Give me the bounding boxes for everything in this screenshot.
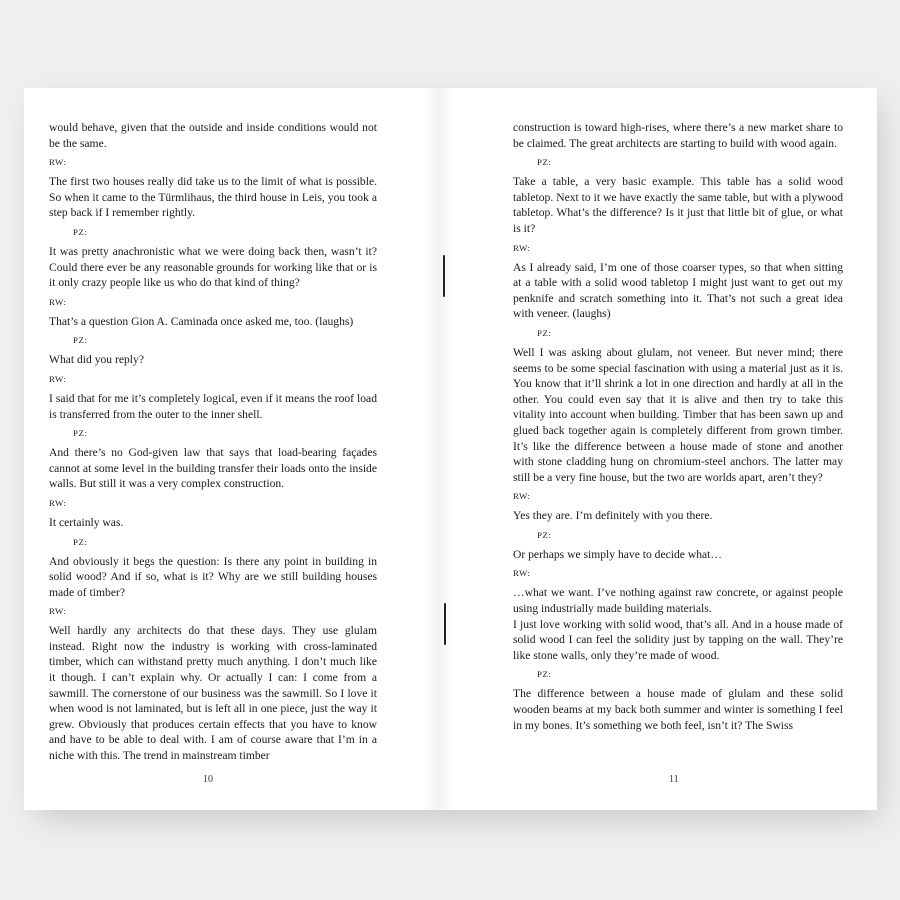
speaker-label: PZ: bbox=[73, 428, 88, 439]
right-page-text bbox=[513, 120, 843, 739]
paragraph: I said that for me it’s completely logical, even if it means the roof load is transferred from the outer to the inner shell. bbox=[49, 391, 377, 421]
paragraph: would behave, given that the outside and inside conditions would not be the same. bbox=[49, 121, 377, 150]
paragraph: The first two houses really did take us to the limit of what is possible. So when it came to the Türmlihaus, the third house in Leis, you took a step back if I remember rightly. bbox=[49, 175, 377, 220]
paragraph: And there’s no God-given law that says that load-bearing façades cannot at some level in the building transfer their loads onto the inside walls. But still it was a very complex construction. bbox=[49, 446, 377, 491]
speaker-label: PZ: bbox=[537, 669, 552, 680]
speaker-label: PZ: bbox=[537, 529, 552, 540]
speaker-label: PZ: bbox=[73, 536, 88, 547]
binding-stitch-bottom bbox=[444, 603, 446, 645]
left-page-number: 10 bbox=[203, 774, 213, 785]
speaker-label: RW: bbox=[49, 157, 67, 168]
speaker-label: PZ: bbox=[537, 157, 552, 168]
paragraph: The difference between a house made of glulam and these solid wooden beams at my back both summer and winter is something I feel in my bones. It’s something we both feel, isn’t it? The Swiss bbox=[513, 687, 843, 732]
speaker-label: PZ: bbox=[537, 327, 552, 338]
speaker-label: RW: bbox=[49, 373, 67, 384]
paragraph: Well I was asking about glulam, not veneer. But never mind; there seems to be some special fascination with using a material just as it is. You know that it’ll shrink a lot in one direction and hardly at all in the other. You could even say that it is alive and then try to take this vitality into account when building. Timber that has been sawn up and glued back together again is completely different from grown timber. It’s like the difference between a house made of stone and another with stone cladding hung on chromium-steel anchors. The latter may still be a very fine house, but the two are worlds apart, aren’t they? bbox=[513, 345, 843, 484]
paragraph: Or perhaps we simply have to decide what… bbox=[513, 547, 722, 561]
speaker-label: RW: bbox=[513, 568, 531, 579]
paragraph: …what we want. I’ve nothing against raw concrete, or against people using industrially made building materials. I just love working with solid wood, that’s all. And in a house made of solid wood I can feel the solidity just by tapping on the wall. They’re like stone walls, only they’re made of wood. bbox=[513, 586, 843, 662]
paragraph: It certainly was. bbox=[49, 515, 124, 529]
speaker-label: RW: bbox=[513, 491, 531, 502]
speaker-label: RW: bbox=[49, 606, 67, 617]
speaker-label: RW: bbox=[513, 242, 531, 253]
paragraph: It was pretty anachronistic what we were doing back then, wasn’t it? Could there ever be any reasonable grounds for working like that or is it only crazy people like us who do that kind of thing? bbox=[49, 244, 377, 290]
speaker-label: RW: bbox=[49, 296, 67, 307]
paragraph: Take a table, a very basic example. This table has a solid wood tabletop. Next to it we have exactly the same table, but with a plywood tabletop. What’s the difference? Is it just that little bit of glue, or what is it? bbox=[513, 175, 843, 235]
paragraph: construction is toward high-rises, where there’s a new market share to be claimed. The great architects are starting to build with wood again. bbox=[513, 121, 843, 150]
speaker-label: RW: bbox=[49, 497, 67, 508]
paragraph: What did you reply? bbox=[49, 353, 144, 367]
paragraph: As I already said, I’m one of those coarser types, so that when sitting at a table with a solid wood tabletop I might just want to get out my penknife and scratch something into it. That’s not such a great idea with veneer. (laughs) bbox=[513, 260, 843, 321]
paragraph: Yes they are. I’m definitely with you there. bbox=[513, 509, 713, 523]
paragraph: And obviously it begs the question: Is there any point in building in solid wood? And if so, what is it? Why are we still building houses made of timber? bbox=[49, 554, 377, 599]
paragraph: Well hardly any architects do that these days. They use glulam instead. Right now the industry is working with cross-laminated timber, which can withstand pretty much anything. I don’t much like it though. I can’t explain why. Or actually I can: I come from a sawmill. The cornerstone of our business was the sawmill. So I love it when wood is not laminated, but is left all in one piece, just the way it grew. Obviously that produces certain effects that you have to know and have to be able to deal with. I am of course aware that I’m in a niche with this. The trend in mainstream timber bbox=[49, 624, 377, 763]
binding-stitch-top bbox=[443, 255, 445, 297]
left-page-text bbox=[49, 120, 377, 770]
book-gutter bbox=[423, 88, 453, 810]
speaker-label: PZ: bbox=[73, 226, 88, 237]
speaker-label: PZ: bbox=[73, 335, 88, 346]
paragraph: That’s a question Gion A. Caminada once asked me, too. (laughs) bbox=[49, 314, 354, 328]
right-page-number: 11 bbox=[669, 774, 679, 785]
